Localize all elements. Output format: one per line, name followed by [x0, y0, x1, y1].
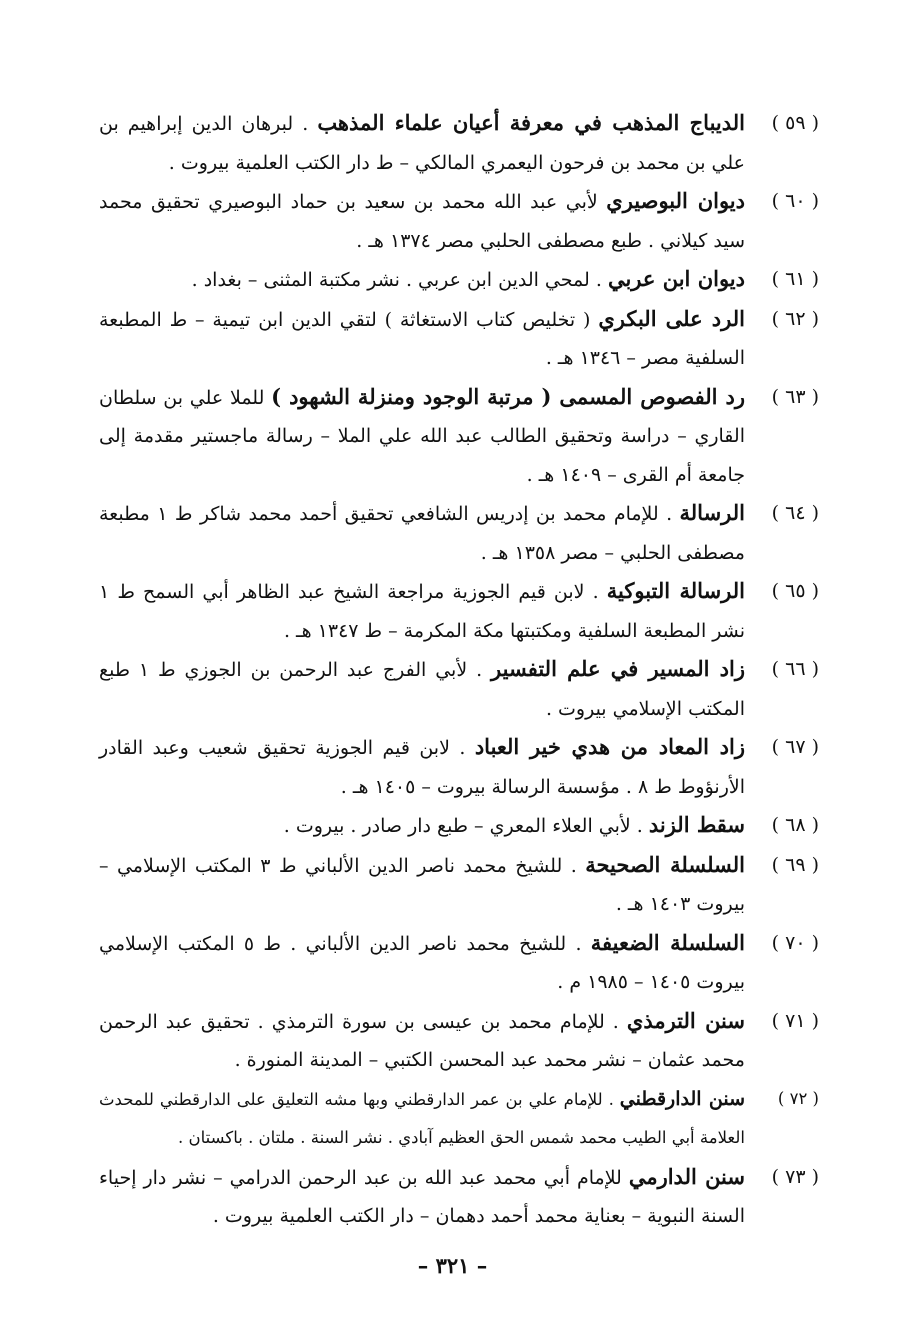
entry-text: . للإمام محمد بن عيسى بن سورة الترمذي . تحقيق عبد الرحمن محمد عثمان – نشر محمد عبد المحسن الكتبي – المدينة المنورة . — [99, 1010, 745, 1071]
entry-number: ( ٦٦ ) — [771, 658, 819, 680]
bibliography-entry — [99, 300, 819, 378]
entry-title: الرسالة — [679, 500, 745, 525]
entry-text: لأبي عبد الله محمد بن سعيد بن حماد البوصيري تحقيق محمد سيد كيلاني . طبع مصطفى الحلبي مصر ١٣٧٤ هـ . — [99, 191, 745, 252]
entry-text: . للشيخ محمد ناصر الدين الألباني . ط ٥ المكتب الإسلامي بيروت ١٤٠٥ – ١٩٨٥ م . — [99, 932, 745, 993]
entry-title: الديباج المذهب في معرفة أعيان علماء المذهب — [317, 110, 746, 135]
entry-title: الرسالة التبوكية — [606, 578, 745, 603]
bibliography-entry — [99, 104, 819, 182]
bibliography-entry — [99, 846, 819, 924]
entry-number: ( ٦٧ ) — [771, 736, 819, 758]
entry-number: ( ٦٤ ) — [771, 502, 819, 524]
bibliography-entry — [99, 182, 819, 260]
entry-title: سقط الزند — [648, 812, 745, 837]
bibliography-entry — [99, 378, 819, 495]
entry-number: ( ٧١ ) — [771, 1009, 819, 1032]
bibliography-entry — [99, 1158, 819, 1236]
entry-number: ( ٦٥ ) — [771, 580, 819, 602]
entry-title: زاد المسير في علم التفسير — [491, 656, 745, 681]
entry-text: . للإمام علي بن عمر الدارقطني وبها مشه التعليق على الدارقطني للمحدث العلامة أبي الطيب محمد شمس الحق العظيم آبادي . نشر السنة . ملتان . باكستان . — [99, 1089, 745, 1147]
entry-number: ( ٧٠ ) — [771, 931, 819, 954]
bibliography-entry — [99, 1080, 819, 1158]
entry-number: ( ٦٩ ) — [771, 853, 819, 876]
entry-text: . لبرهان الدين إبراهيم بن علي بن محمد بن فرحون اليعمري المالكي – ط دار الكتب العلمية بيروت . — [99, 113, 745, 174]
entry-text: للملا علي بن سلطان القاري – دراسة وتحقيق الطالب عبد الله علي الملا – رسالة ماجستير مقدمة إلى جامعة أم القرى – ١٤٠٩ هـ . — [99, 386, 745, 486]
entry-text: . لأبي الفرج عبد الرحمن بن الجوزي ط ١ طبع المكتب الإسلامي بيروت . — [99, 659, 745, 720]
bibliography-entry — [99, 572, 819, 650]
entry-number: ( ٦١ ) — [771, 268, 819, 290]
bibliography-entry — [99, 728, 819, 806]
bibliography-list — [99, 104, 819, 1236]
bibliography-entry — [99, 1002, 819, 1080]
entry-text: ( تخليص كتاب الاستغاثة ) لتقي الدين ابن تيمية – ط المطبعة السلفية مصر – ١٣٤٦ هـ . — [99, 308, 745, 369]
entry-text: . لمحي الدين ابن عربي . نشر مكتبة المثنى – بغداد . — [191, 269, 608, 291]
entry-number: ( ٥٩ ) — [771, 112, 819, 134]
entry-title: سنن الدارمي — [628, 1163, 745, 1189]
bibliography-entry — [99, 924, 819, 1002]
entry-number: ( ٧٢ ) — [777, 1088, 819, 1108]
entry-title: زاد المعاد من هدي خير العباد — [474, 734, 745, 759]
entry-title: ديوان ابن عربي — [607, 266, 745, 291]
bibliography-entry — [99, 806, 819, 846]
entry-title: ديوان البوصيري — [606, 188, 745, 213]
bibliography-entry — [99, 260, 819, 300]
entry-text: . للإمام محمد بن إدريس الشافعي تحقيق أحمد محمد شاكر ط ١ مطبعة مصطفى الحلبي – مصر ١٣٥٨ هـ . — [99, 503, 745, 564]
entry-number: ( ٦٠ ) — [771, 190, 819, 212]
entry-title: سنن الترمذي — [626, 1007, 745, 1033]
entry-number: ( ٦٨ ) — [771, 814, 819, 836]
bibliography-entry — [99, 650, 819, 728]
entry-text: للإمام أبي محمد عبد الله بن عبد الرحمن الدرامي – نشر دار إحياء السنة النبوية – بعناية محمد أحمد دهمان – دار الكتب العلمية بيروت . — [99, 1166, 745, 1227]
entry-text: . للشيخ محمد ناصر الدين الألباني ط ٣ المكتب الإسلامي – بيروت ١٤٠٣ هـ . — [99, 854, 745, 915]
entry-title: رد الفصوص المسمى ( مرتبة الوجود ومنزلة الشهود ) — [271, 383, 746, 409]
entry-text: . لأبي العلاء المعري – طبع دار صادر . بيروت . — [283, 815, 649, 837]
entry-number: ( ٧٣ ) — [771, 1165, 819, 1188]
entry-title: السلسلة الضعيفة — [590, 929, 745, 955]
entry-title: سنن الدارقطني — [619, 1087, 745, 1110]
entry-title: السلسلة الصحيحة — [585, 851, 745, 877]
entry-number: ( ٦٣ ) — [771, 385, 819, 408]
page-number: – ٣٢١ – — [417, 1253, 488, 1278]
bibliography-entry — [99, 494, 819, 572]
entry-title: الرد على البكري — [598, 305, 745, 331]
entry-text: . لابن قيم الجوزية مراجعة الشيخ عبد الظاهر أبي السمح ط ١ نشر المطبعة السلفية ومكتبتها مكة المكرمة – ط ١٣٤٧ هـ . — [99, 581, 745, 642]
entry-text: . لابن قيم الجوزية تحقيق شعيب وعبد القادر الأرنؤوط ط ٨ . مؤسسة الرسالة بيروت – ١٤٠٥ هـ . — [99, 737, 745, 798]
entry-number: ( ٦٢ ) — [771, 307, 819, 330]
